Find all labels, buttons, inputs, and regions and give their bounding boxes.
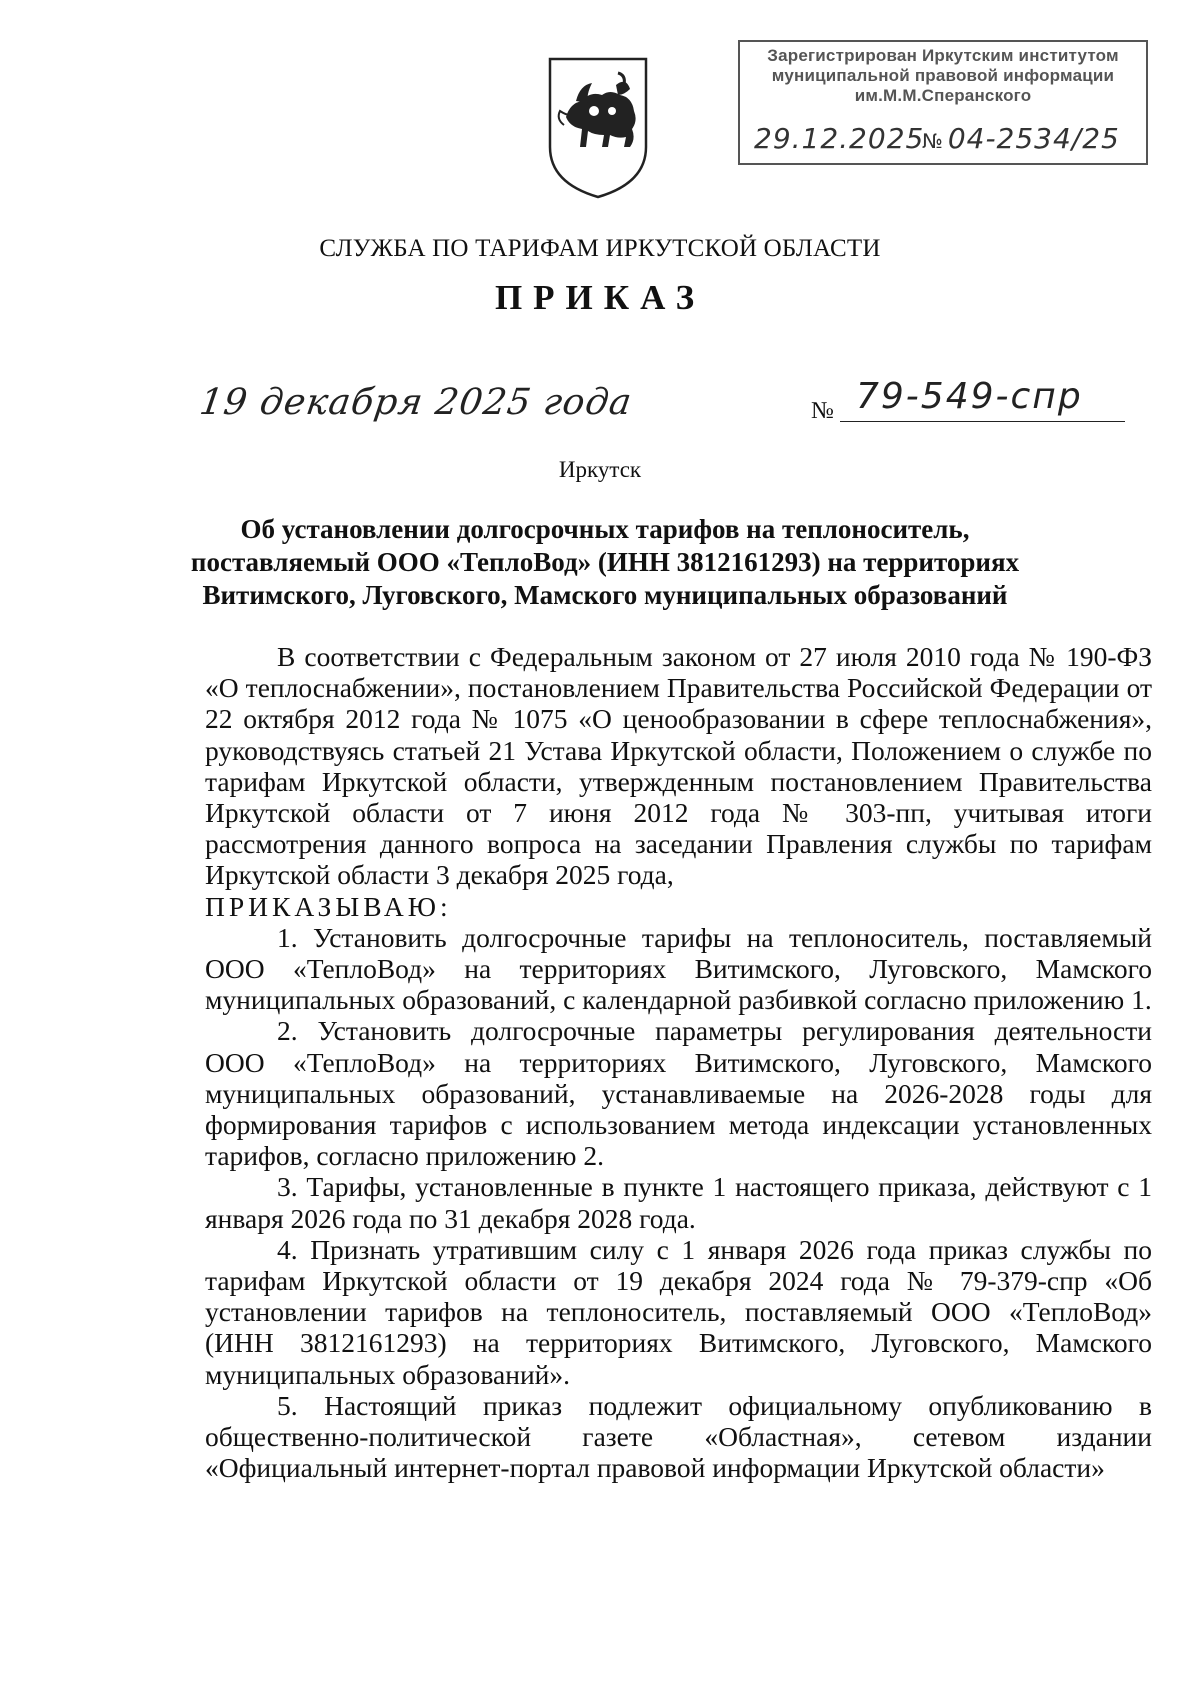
- document-title: [180, 513, 1030, 612]
- order-number-underline: [840, 421, 1125, 422]
- stamp-number-wrap: [922, 122, 1120, 155]
- organization-name: СЛУЖБА ПО ТАРИФАМ ИРКУТСКОЙ ОБЛАСТИ: [319, 235, 881, 262]
- order-word: ПРИКАЗЫВАЮ:: [205, 890, 452, 922]
- order-item-1: 1. Установить долгосрочные тарифы на теплоноситель, поставляемый ООО «ТеплоВод» на территориях Витимского, Луговского, Мамского муниципальных образований, с календарной разбивкой согласно приложению 1.: [205, 921, 1152, 1016]
- document-body: [205, 641, 1152, 1483]
- stamp-number: 04-2534/25: [947, 122, 1120, 155]
- stamp-line-2: муниципальной правовой информации: [771, 66, 1115, 85]
- handwritten-order-number: 79-549-спр: [856, 376, 1083, 417]
- document-type: ПРИКАЗ: [494, 278, 706, 317]
- stamp-line-3: им.М.М.Сперанского: [854, 86, 1032, 105]
- handwritten-date: 19 декабря 2025 года: [197, 382, 635, 423]
- title-line-2: поставляемый ООО «ТеплоВод» (ИНН 3812161293) на территориях: [190, 547, 1020, 577]
- order-item-5: 5. Настоящий приказ подлежит официальному опубликованию в общественно-политической газете «Областная», сетевом издании «Официальный интернет-портал правовой информации Иркутской области»: [205, 1389, 1152, 1484]
- order-item-2: 2. Установить долгосрочные параметры регулирования деятельности ООО «ТеплоВод» на территориях Витимского, Луговского, Мамского муниципальных образований, устанавливаемые на 2026-2028 годы для формирования тарифов с использованием метода индексации установленных тарифов, согласно приложению 2.: [205, 1015, 1152, 1172]
- order-number-label: №: [811, 398, 834, 424]
- stamp-number-label: №: [922, 129, 944, 153]
- coat-of-arms-emblem: [546, 55, 650, 200]
- stamp-date: 29.12.2025: [754, 122, 925, 155]
- preamble-paragraph: В соответствии с Федеральным законом от 27 июля 2010 года № 190-ФЗ «О теплоснабжении», постановлением Правительства Российской Федерации от 22 октября 2012 года № 1075 «О ценообразовании в сфере теплоснабжения», руководствуясь статьей 21 Устава Иркутской области, Положением о службе по тарифам Иркутской области, утвержденным постановлением Правительства Иркутской области от 7 июня 2012 года № 303-пп, учитывая итоги рассмотрения данного вопроса на заседании Правления службы по тарифам Иркутской области 3 декабря 2025 года,: [205, 641, 1152, 891]
- city-name: Иркутск: [558, 457, 642, 482]
- registration-stamp: [738, 40, 1148, 165]
- title-line-1: Об установлении долгосрочных тарифов на теплоноситель,: [240, 514, 970, 544]
- order-item-4: 4. Признать утратившим силу с 1 января 2026 года приказ службы по тарифам Иркутской области от 19 декабря 2024 года № 79-379-спр «Об установлении тарифов на теплоноситель, поставляемый ООО «ТеплоВод» (ИНН 3812161293) на территориях Витимского, Луговского, Мамского муниципальных образований».: [205, 1233, 1152, 1390]
- order-item-3: 3. Тарифы, установленные в пункте 1 настоящего приказа, действуют с 1 января 2026 года по 31 декабря 2028 года.: [205, 1171, 1152, 1234]
- title-line-3: Витимского, Луговского, Мамского муниципальных образований: [202, 580, 1008, 610]
- stamp-line-1: Зарегистрирован Иркутским институтом: [767, 46, 1119, 65]
